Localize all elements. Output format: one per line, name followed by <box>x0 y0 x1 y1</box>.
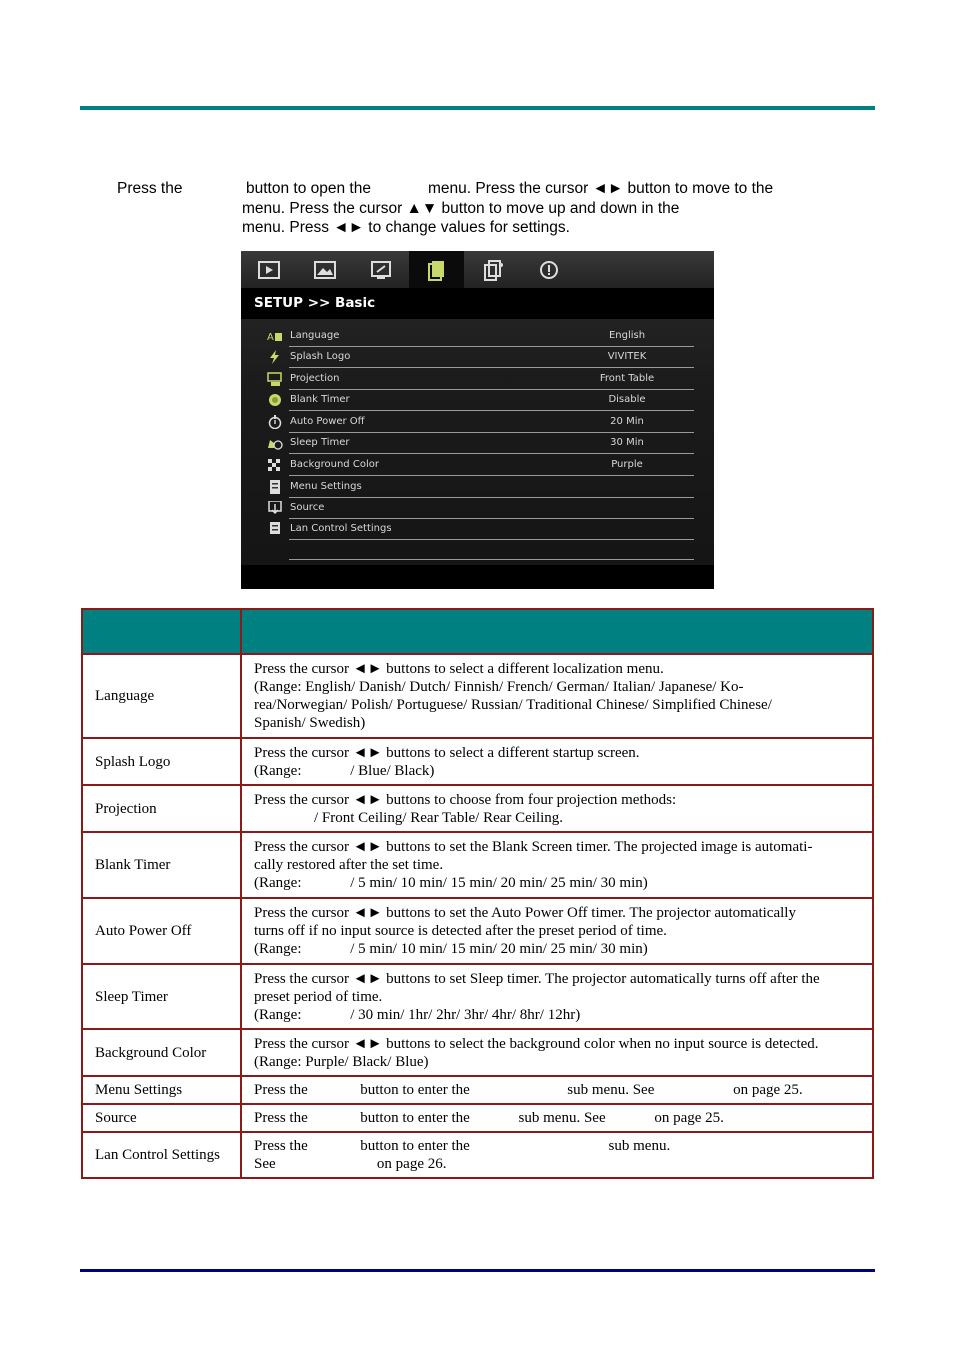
osd-item-value: Disable <box>608 394 646 405</box>
row-item-description <box>241 738 873 785</box>
setup-advanced-tab-icon[interactable] <box>465 251 520 288</box>
osd-item-blank-timer[interactable] <box>267 390 694 411</box>
header-rule <box>80 106 875 110</box>
table-header-row <box>82 609 873 654</box>
auto-power-off-icon <box>267 415 283 429</box>
svg-text:A: A <box>267 332 274 343</box>
video-tab-icon[interactable] <box>353 251 408 288</box>
osd-item-label: Language <box>290 330 340 341</box>
description-line: (Range: / 30 min/ 1hr/ 2hr/ 3hr/ 4hr/ 8hr/ 12hr) <box>254 1006 581 1023</box>
lan-control-icon <box>267 522 283 536</box>
table-row <box>82 785 873 832</box>
row-item-name: Menu Settings <box>82 1076 241 1104</box>
osd-item-value: 30 Min <box>610 437 644 448</box>
table-row <box>82 1029 873 1076</box>
description-line: Press the cursor ◄► buttons to set Sleep timer. The projector automatically turns off after the <box>254 970 820 987</box>
description-line: See on page 26. <box>254 1156 447 1172</box>
row-item-description <box>241 964 873 1029</box>
osd-item-value: VIVITEK <box>607 351 647 362</box>
osd-item-sleep-timer[interactable] <box>267 433 694 454</box>
source-icon <box>267 501 283 515</box>
osd-item-label: Source <box>290 502 325 513</box>
osd-header-title: SETUP >> Basic <box>254 295 376 311</box>
row-item-name: Source <box>82 1104 241 1132</box>
osd-item-label: Splash Logo <box>290 351 351 362</box>
description-line: (Range: / Blue/ Black) <box>254 762 435 779</box>
row-item-name: Language <box>82 654 241 738</box>
divider <box>289 559 694 560</box>
osd-item-auto-power-off[interactable] <box>267 412 694 433</box>
osd-item-label: Menu Settings <box>290 481 362 492</box>
blank-timer-icon <box>267 393 283 407</box>
table-row <box>82 1104 873 1132</box>
osd-item-splash-logo[interactable] <box>267 347 694 368</box>
row-item-description <box>241 654 873 738</box>
table-row <box>82 1132 873 1178</box>
intro-line-2: menu. Press the cursor ▲▼ button to move up and down in the <box>242 200 680 217</box>
description-line: Press the button to enter the sub menu. See on page 25. <box>254 1082 803 1098</box>
description-line: turns off if no input source is detected after the preset period of time. <box>254 923 667 939</box>
osd-item-menu-settings[interactable] <box>267 477 694 498</box>
osd-item-label: Sleep Timer <box>290 437 350 448</box>
description-line: Press the cursor ◄► buttons to select the background color when no input source is detected. <box>254 1035 819 1052</box>
row-item-name: Auto Power Off <box>82 898 241 964</box>
description-line: Press the cursor ◄► buttons to select a different startup screen. <box>254 744 640 761</box>
table-row <box>82 738 873 785</box>
row-item-description <box>241 898 873 964</box>
table-header-cell <box>82 609 241 654</box>
intro-line-3: menu. Press ◄► to change values for settings. <box>242 219 570 236</box>
intro-text-a: Press the <box>117 180 183 197</box>
description-line: Press the button to enter the sub menu. <box>254 1138 671 1154</box>
osd-setup-basic-menu <box>241 251 714 589</box>
description-line: preset period of time. <box>254 988 383 1005</box>
osd-item-source[interactable] <box>267 498 694 519</box>
row-item-name: Background Color <box>82 1029 241 1076</box>
footer-rule <box>80 1269 875 1272</box>
background-color-icon <box>267 458 283 472</box>
osd-item-projection[interactable] <box>267 369 694 390</box>
row-item-name: Blank Timer <box>82 832 241 898</box>
divider <box>289 453 694 454</box>
description-line: Press the button to enter the sub menu. See on page 25. <box>254 1110 724 1126</box>
osd-item-label: Blank Timer <box>290 394 350 405</box>
description-line: Press the cursor ◄► buttons to set the Blank Screen timer. The projected image is automati- <box>254 839 813 855</box>
table-row <box>82 898 873 964</box>
osd-header <box>241 288 714 319</box>
osd-item-value: Front Table <box>599 373 655 384</box>
computer-tab-icon[interactable] <box>297 251 352 288</box>
setup-basic-table <box>81 608 874 1179</box>
description-line: Press the cursor ◄► buttons to select a different localization menu. <box>254 661 664 677</box>
row-item-name: Projection <box>82 785 241 832</box>
row-item-description <box>241 1029 873 1076</box>
osd-item-label: Projection <box>290 373 340 384</box>
description-line: Press the cursor ◄► buttons to choose from four projection methods: <box>254 791 677 808</box>
divider <box>289 410 694 411</box>
osd-item-background-color[interactable] <box>267 455 694 476</box>
row-item-name: Sleep Timer <box>82 964 241 1029</box>
osd-item-value: 20 Min <box>610 416 644 427</box>
description-line: cally restored after the set time. <box>254 857 444 873</box>
osd-item-label: Background Color <box>290 459 379 470</box>
osd-item-value: English <box>608 330 646 341</box>
intro-text-b: button to open the <box>246 180 371 197</box>
row-item-name: Lan Control Settings <box>82 1132 241 1178</box>
description-line: / Front Ceiling/ Rear Table/ Rear Ceiling. <box>254 809 564 826</box>
divider <box>289 367 694 368</box>
osd-item-language[interactable] <box>267 326 694 347</box>
splash-logo-icon <box>267 350 283 364</box>
description-line: rea/Norwegian/ Polish/ Portuguese/ Russian/ Traditional Chinese/ Simplified Chinese/ <box>254 697 772 713</box>
description-line: Press the cursor ◄► buttons to set the Auto Power Off timer. The projector automatically <box>254 905 796 921</box>
row-item-description <box>241 1104 873 1132</box>
description-line: (Range: / 5 min/ 10 min/ 15 min/ 20 min/ 25 min/ 30 min) <box>254 941 648 957</box>
row-item-name: Splash Logo <box>82 738 241 785</box>
description-line: (Range: English/ Danish/ Dutch/ Finnish/ French/ German/ Italian/ Japanese/ Ko- <box>254 679 744 695</box>
table-row <box>82 1076 873 1104</box>
intro-text-c: menu. Press the cursor ◄► button to move to the <box>428 180 774 197</box>
menu-settings-icon <box>267 480 283 494</box>
osd-item-lan-control-settings[interactable] <box>267 519 694 540</box>
setup-basic-tab-icon[interactable] <box>409 251 464 288</box>
table-row <box>82 832 873 898</box>
table-header-cell <box>241 609 873 654</box>
osd-item-label: Lan Control Settings <box>290 523 392 534</box>
sleep-timer-icon <box>267 436 283 450</box>
osd-bottom-bar <box>241 565 714 589</box>
description-line: (Range: / 5 min/ 10 min/ 15 min/ 20 min/ 25 min/ 30 min) <box>254 875 648 891</box>
description-line: Spanish/ Swedish) <box>254 715 366 731</box>
osd-item-value: Purple <box>611 459 643 470</box>
table-row <box>82 654 873 738</box>
divider <box>289 475 694 476</box>
projection-icon <box>267 372 283 386</box>
row-item-description <box>241 832 873 898</box>
image-tab-icon[interactable] <box>241 251 296 288</box>
language-icon <box>267 329 283 343</box>
divider <box>289 539 694 540</box>
row-item-description <box>241 1132 873 1178</box>
row-item-description <box>241 785 873 832</box>
table-row <box>82 964 873 1029</box>
status-tab-icon[interactable] <box>521 251 576 288</box>
description-line: (Range: Purple/ Black/ Blue) <box>254 1053 429 1070</box>
osd-item-label: Auto Power Off <box>290 416 365 427</box>
row-item-description <box>241 1076 873 1104</box>
osd-tab-bar <box>241 251 714 288</box>
